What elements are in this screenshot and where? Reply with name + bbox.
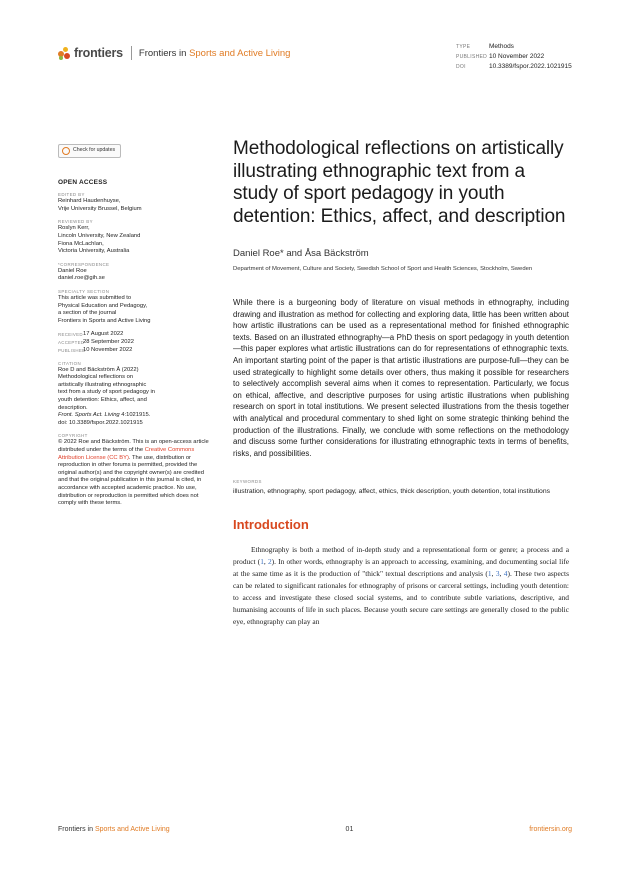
specialty-line: This article was submitted to: [58, 294, 132, 301]
article-authors[interactable]: Daniel Roe* and Åsa Bäckström: [233, 248, 369, 259]
page-number: 01: [345, 826, 354, 833]
footer-site-link[interactable]: frontiersin.org: [529, 826, 572, 833]
check-for-updates-button[interactable]: [58, 144, 121, 158]
date-published: [58, 347, 210, 355]
meta-doi: [456, 62, 584, 72]
meta-value: 10 November 2022: [489, 53, 545, 60]
date-received: [58, 331, 210, 339]
article-title: Methodological reflections on artistically illustrating ethnographic text from a study of sport pedagogy in youth detention: Ethics, affect, and description: [233, 138, 566, 227]
logo-wordmark: frontiers: [74, 46, 123, 60]
page-header: [58, 42, 584, 72]
meta-key: TYPE: [456, 44, 471, 50]
reviewer-name: Roslyn Kerr,: [58, 225, 90, 232]
date-key: ACCEPTED: [58, 340, 85, 346]
keywords: illustration, ethnography, sport pedagogy, affect, ethics, thick description, youth detention, total institutions: [233, 488, 550, 496]
meta-type: [456, 42, 584, 52]
citation-line: description.: [58, 404, 88, 411]
citation-volume: 4:1021915.: [119, 412, 151, 419]
meta-key: DOI: [456, 64, 466, 70]
copyright-label: COPYRIGHT: [58, 433, 88, 439]
citation-line: Roe D and Bäckström Å (2022): [58, 366, 139, 373]
check-updates-icon: [62, 147, 70, 155]
frontiers-logo-icon: [58, 47, 71, 60]
specialty-label: SPECIALTY SECTION: [58, 288, 110, 294]
article-meta: [456, 42, 584, 72]
journal-logo[interactable]: [58, 46, 290, 60]
specialty-line: Frontiers in Sports and Active Living: [58, 317, 151, 324]
doi-link[interactable]: 10.3389/fspor.2022.1021915: [489, 63, 572, 70]
article-main: [233, 138, 569, 628]
author-affiliation: Department of Movement, Culture and Society, Swedish School of Sport and Health Sciences, Stockholm, Sweden: [233, 266, 533, 272]
specialty-line: Physical Education and Pedagogy,: [58, 302, 148, 309]
correspondence-email[interactable]: daniel.roe@gih.se: [58, 275, 105, 282]
citation-line: Methodological reflections on: [58, 374, 134, 381]
copyright-part: . The use, distribution or reproduction in other forums is permitted, provided the original author(s) and the copyright owner(s) are credited and that the original publication in this journal is cited, in accordance with accepted academic practice. No use, distribution or reproduction is permitted which does not comply with these terms.: [58, 454, 204, 507]
page-footer: [58, 826, 572, 833]
check-updates-label: Check for updates: [73, 147, 116, 154]
date-value: 10 November 2022: [83, 346, 133, 353]
article-sidebar: [58, 144, 210, 508]
reference-link[interactable]: 1: [260, 557, 264, 567]
journal-name: [139, 48, 291, 59]
logo-divider: [131, 46, 132, 60]
reviewer-affiliation: Lincoln University, New Zealand: [58, 232, 141, 239]
journal-accent: Sports and Active Living: [189, 47, 291, 59]
copyright-part: © 2022 Roe and Bäckström. This is an open-access article distributed under the terms of the: [58, 439, 209, 454]
text-run: ,: [499, 569, 504, 579]
edited-by-name: Reinhard Haudenhuyse,: [58, 198, 121, 205]
edited-by-affiliation: Vrije University Brussel, Belgium: [58, 205, 142, 212]
reference-link[interactable]: 2: [267, 557, 272, 567]
dates-block: [58, 331, 210, 354]
open-access-label: OPEN ACCESS: [58, 178, 108, 186]
specialty-line: a section of the journal: [58, 310, 117, 317]
reviewed-by-label: REVIEWED BY: [58, 219, 93, 225]
reference-link[interactable]: 1: [487, 569, 492, 579]
footer-journal: [58, 826, 170, 833]
date-key: PUBLISHED: [58, 347, 86, 353]
correspondence-label: *CORRESPONDENCE: [58, 261, 110, 267]
edited-by-label: EDITED BY: [58, 192, 85, 198]
text-run: ,: [263, 557, 268, 567]
citation-journal-line: [58, 412, 210, 420]
text-run: ). These two aspects can be related to significant rationales for ethnography of prisons or carceral settings, including youth detention: to access and investigate these closed social systems, and to contribute subtle variations, descriptive, and humanising accounts of life in such places. Because youth secure care settings are generally closed to the public eye, ethnography can play an: [233, 569, 569, 627]
citation-line: artistically illustrating ethnographic: [58, 381, 147, 388]
correspondence-name: Daniel Roe: [58, 267, 87, 274]
meta-value: Methods: [489, 43, 514, 50]
copyright-text: [58, 439, 210, 507]
date-value: 17 August 2022: [83, 331, 124, 338]
citation-line: youth detention: Ethics, affect, and: [58, 397, 147, 404]
meta-key: PUBLISHED: [456, 54, 488, 60]
section-heading-introduction: Introduction: [233, 517, 309, 533]
footer-journal-accent: Sports and Active Living: [94, 826, 170, 833]
license-link[interactable]: Creative Commons Attribution License (CC BY): [58, 447, 195, 461]
citation-label: CITATION: [58, 360, 82, 366]
footer-journal-prefix: Frontiers in: [58, 826, 95, 833]
abstract: While there is a burgeoning body of literature on visual methods in ethnography, including drawing and illustration as method for collecting and exploring data, little has been written about how artistic illustrations can be used as a representational method for finished ethnographic texts. Based on an illustrated ethnography—a PhD thesis on sport pedagogy in youth detention—this paper explores what artistic illustrations can do for representations of ethnographic texts. An important starting point of the paper is that artistic illustrations are purpose-full—they can be used strategically to highlight some details over others, thus making it possible for researchers to selectively accomplish several aims when it comes to representation. Particularly, we focus on ethical, affective, and descriptive purposes for using artistic illustrations when publishing research on sport in total institutions. We present selected illustrations from the thesis together with analytical and procedural commentary to shed light on some strategic thinking behind the production of the illustrations. Finally, we conclude with some reflections on the methodology and discuss some further considerations for illustrating ethnographic texts in terms of benefits, risks, and possibilities.: [233, 298, 569, 458]
text-run: ,: [491, 569, 496, 579]
date-value: 28 September 2022: [83, 339, 134, 346]
citation-doi[interactable]: doi: 10.3389/fspor.2022.1021915: [58, 419, 143, 426]
date-key: RECEIVED: [58, 332, 83, 338]
journal-prefix: Frontiers in: [138, 47, 190, 59]
citation-line: text from a study of sport pedagogy in: [58, 389, 155, 396]
text-run: ). In other words, ethnography is an approach to accessing, examining, and documenting social life at the same time as it is the production of "thick" textual descriptions and analysis (: [233, 557, 569, 579]
citation-journal: Front. Sports Act. Living: [58, 412, 120, 419]
reviewer-name: Fiona McLachlan,: [58, 240, 104, 247]
text-run: Ethnography is both a method of in-depth study and a representational form or genre; a process and a product (: [233, 545, 569, 567]
date-accepted: [58, 339, 210, 347]
reviewer-affiliation: Victoria University, Australia: [58, 248, 130, 255]
reference-link[interactable]: 4: [503, 569, 508, 579]
meta-published: [456, 52, 584, 62]
reference-link[interactable]: 3: [495, 569, 500, 579]
introduction-paragraph: [233, 544, 569, 628]
keywords-label: KEYWORDS: [233, 479, 262, 485]
